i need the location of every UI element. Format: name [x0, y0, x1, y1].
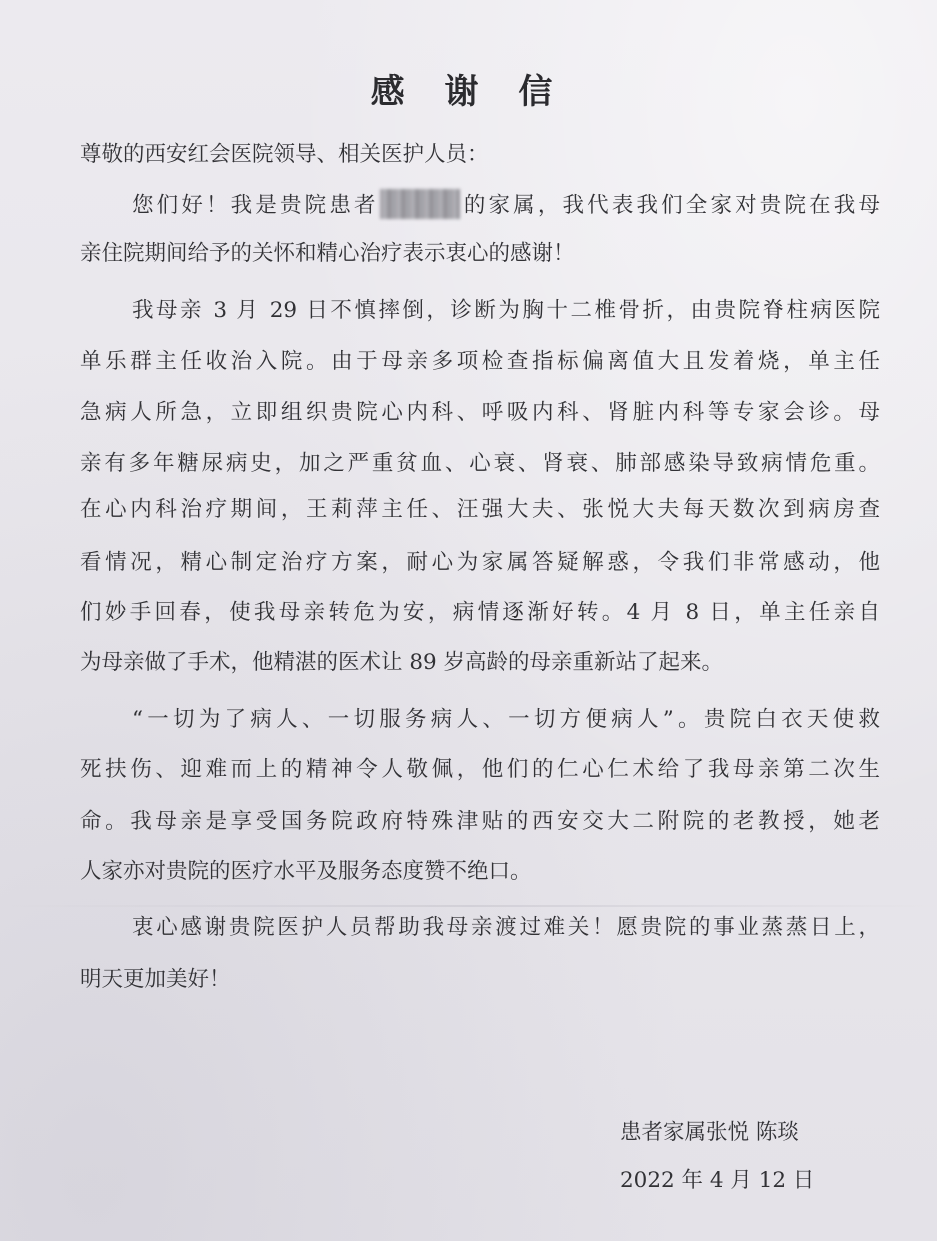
p1-text-before: 您们好！我是贵院患者 [132, 193, 379, 218]
paragraph-2-line-2: 单乐群主任收治入院。由于母亲多项检查指标偏离值大且发着烧，单主任 [80, 349, 880, 374]
paragraph-2-line-5: 在心内科治疗期间，王莉萍主任、汪强大夫、张悦大夫每天数次到病房查 [80, 497, 880, 522]
paragraph-4-line-2: 明天更加美好！ [80, 967, 231, 992]
paragraph-3-line-1: “一切为了病人、一切服务病人、一切方便病人”。贵院白衣天使救 [132, 707, 880, 732]
signature: 患者家属张悦 陈琰 [620, 1120, 799, 1145]
paper-fold-shadow [0, 905, 937, 907]
p1-text-after: 的家属，我代表我们全家对贵院在我母 [460, 193, 880, 218]
paragraph-2-line-7: 们妙手回春，使我母亲转危为安，病情逐渐好转。4 月 8 日，单主任亲自 [80, 600, 880, 625]
paragraph-2-line-4: 亲有多年糖尿病史，加之严重贫血、心衰、肾衰、肺部感染导致病情危重。 [80, 451, 880, 476]
redacted-patient-name [380, 189, 460, 219]
paragraph-3-line-4: 人家亦对贵院的医疗水平及服务态度赞不绝口。 [80, 859, 532, 884]
paragraph-1-line-1 [132, 189, 880, 221]
paragraph-2-line-1: 我母亲 3 月 29 日不慎摔倒，诊断为胸十二椎骨折，由贵院脊柱病医院 [132, 298, 880, 323]
paragraph-2-line-8: 为母亲做了手术，他精湛的医术让 89 岁高龄的母亲重新站了起来。 [80, 650, 724, 675]
paragraph-2-line-6: 看情况，精心制定治疗方案，耐心为家属答疑解惑，令我们非常感动，他 [80, 550, 880, 575]
paragraph-3-line-2: 死扶伤、迎难而上的精神令人敬佩，他们的仁心仁术给了我母亲第二次生 [80, 757, 880, 782]
letter-title: 感 谢 信 [370, 72, 567, 112]
paragraph-4-line-1: 衷心感谢贵院医护人员帮助我母亲渡过难关！愿贵院的事业蒸蒸日上， [132, 915, 880, 940]
letter-date: 2022 年 4 月 12 日 [620, 1168, 815, 1193]
paragraph-3-line-3: 命。我母亲是享受国务院政府特殊津贴的西安交大二附院的老教授，她老 [80, 809, 880, 834]
salutation: 尊敬的西安红会医院领导、相关医护人员： [80, 142, 489, 167]
paragraph-2-line-3: 急病人所急，立即组织贵院心内科、呼吸内科、肾脏内科等专家会诊。母 [80, 400, 880, 425]
paragraph-1-line-2: 亲住院期间给予的关怀和精心治疗表示衷心的感谢！ [80, 241, 575, 266]
